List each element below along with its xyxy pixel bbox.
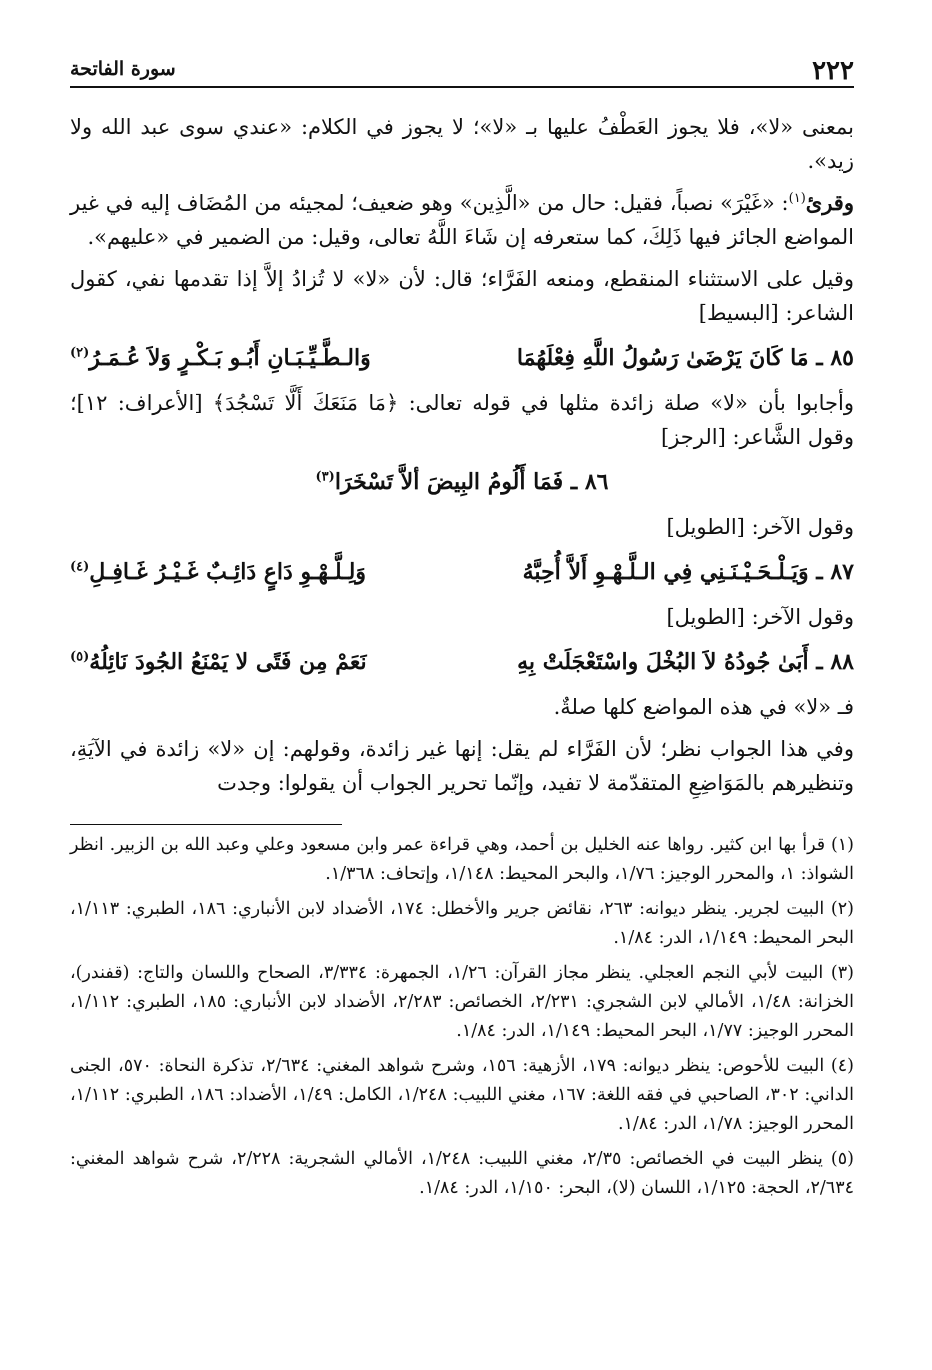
page-number: ٢٢٢ <box>812 56 854 86</box>
page-header <box>70 40 854 88</box>
paragraph-3-text: وقيل على الاستثناء المنقطع، ومنعه الفَرَّاء؛ قال: لأن «لا» لا تُزادُ إلاَّ إذا تقدمها نفي، كقول الشاعر: <box>70 267 854 325</box>
verse-88 <box>70 642 854 682</box>
footnote-2: (٢) البيت لجرير. ينظر ديوانه: ٢٦٣، نقائض جرير والأخطل: ١٧٤، الأضداد لابن الأنباري: ١٨٦، الطبري: ١/١١٣، البحر المحيط: ١/١٤٩، الدر: ١/٨٤. <box>70 899 854 948</box>
verse-85-second-hemistich <box>70 338 371 378</box>
paragraph-5 <box>70 510 854 544</box>
paragraph-6-text: وقول الآخر: <box>751 605 854 629</box>
paragraph-1: بمعنى «لا»، فلا يجوز العَطْفُ عليها بـ «لا»؛ لا يجوز في الكلام: «عندي سوى عبد الله ولا زيد». <box>70 115 854 173</box>
verse-86 <box>70 462 854 502</box>
footnote-5: (٥) ينظر البيت في الخصائص: ٢/٣٥، مغني اللبيب: ١/٢٤٨، الأمالي الشجرية: ٢/٢٢٨، شرح شواهد المغني: ٢/٦٣٤، الحجة: ١/١٢٥، اللسان (لا)، البحر: ١/١٥٠، الدر: ١/٨٤. <box>70 1149 854 1198</box>
paragraph-3 <box>70 262 854 330</box>
paragraph-5-text: وقول الآخر: <box>751 515 854 539</box>
main-text <box>70 110 854 800</box>
verse-86-text <box>316 462 609 502</box>
paragraph-4-text: وأجابوا بأن «لا» صلة زائدة مثلها في قوله تعالى: ﴿مَا مَنَعَكَ أَلَّا تَسْجُدَ﴾ [الأعراف: ١٢]؛ وقول الشَّاعر: <box>70 391 854 449</box>
meter-label: [الرجز] <box>661 425 726 449</box>
paragraph-8: وفي هذا الجواب نظر؛ لأن الفَرَّاء لم يقل: إنها غير زائدة، وقولهم: إن «لا» زائدة في الآيَةِ، وتنظيرهم بالمَوَاضِعِ المتقدّمة لا تفيد، وإنّما تحرير الجواب أن يقولوا: وجدت <box>70 737 854 795</box>
footnote-separator <box>70 824 342 825</box>
verse-85-second-text: وَالـطَّـيِّـبَـانِ أَبُـو بَـكْـرٍ وَلاَ عُـمَـرُ <box>89 345 371 371</box>
paragraph-6 <box>70 600 854 634</box>
footnote-ref-2[interactable]: (٢) <box>70 345 90 361</box>
paragraph-4 <box>70 386 854 454</box>
paragraph-7: فـ «لا» في هذه المواضع كلها صلةٌ. <box>553 695 854 719</box>
verse-87-second-text: وَلِـلَّـهْـوِ دَاعٍ دَائِـبٌ غَـيْـرُ غَـافِـلِ <box>89 559 366 585</box>
footnote-1: (١) قرأ بها ابن كثير. رواها عنه الخليل بن أحمد، وهي قراءة عمر وابن مسعود وعلي وعبد الله بن الزبير. انظر الشواذ: ١، والمحرر الوجيز: ١/٧٦، والبحر المحيط: ١/١٤٨، وإتحاف: ١/٣٦٨. <box>70 835 854 884</box>
verse-87 <box>70 552 854 592</box>
verse-88-second-text: نَعَمْ مِن فَتًى لا يَمْنَعُ الجُودَ نَائِلُهُ <box>89 649 367 675</box>
footnote-3: (٣) البيت لأبي النجم العجلي. ينظر مجاز القرآن: ١/٢٦، الجمهرة: ٣/٣٣٤، الصحاح واللسان والتاج: (قفندر)، الخزانة: ١/٤٨، الأمالي لابن الشجري: ٢/٢٣١، الخصائص: ٢/٢٨٣، الأضداد لابن الأنباري: ١٨٥، الطبري: ١/١١٢، المحرر الوجيز: ١/٧٧، البحر المحيط: ١/١٤٩، الدر: ١/٨٤. <box>70 963 854 1041</box>
verse-86-line: ٨٦ ـ فَمَا أَلُومُ البِيضَ ألاَّ تَسْخَرَا <box>334 469 609 495</box>
footnotes <box>70 831 854 1203</box>
meter-label: [الطويل] <box>666 605 745 629</box>
paragraph-2 <box>70 186 854 254</box>
footnote-4: (٤) البيت للأحوص: ينظر ديوانه: ١٧٩، الأزهية: ١٥٦، وشرح شواهد المغني: ٢/٦٣٤، تذكرة النحاة: ٥٧٠، الجنى الداني: ٣٠٢، الصاحبي في فقه اللغة: ١٦٧، مغني اللبيب: ١/٢٤٨، الكامل: ١/٤٩، الأضداد: ١٨٦، الطبري: ١/١١٢، المحرر الوجيز: ١/٧٨، الدر: ١/٨٤. <box>70 1056 855 1134</box>
verse-88-second-hemistich <box>70 642 367 682</box>
verse-85-first-hemistich: ٨٥ ـ مَا كَانَ يَرْضَىٰ رَسُولُ اللَّهِ فِعْلَهُمَا <box>516 345 854 371</box>
paragraph-2-text: : «غَيْرَ» نصباً، فقيل: حال من «الَّذِين» وهو ضعيف؛ لمجيئه من المُضَاف إليه في غير المواضع الجائز فيها ذَلِكَ، كما ستعرفه إن شَاءَ اللَّهُ تعالى، وقيل: من الضمير في «عليهم». <box>70 191 854 249</box>
verse-85 <box>70 338 854 378</box>
meter-label: [البسيط] <box>698 301 779 325</box>
paragraph-2-lead: وقرئ <box>805 190 854 215</box>
verse-87-second-hemistich <box>70 552 366 592</box>
meter-label: [الطويل] <box>666 515 745 539</box>
verse-88-first-hemistich: ٨٨ ـ أَبَىٰ جُودُهُ لاَ البُخْلَ واسْتَعْجَلَتْ بِهِ <box>517 649 854 675</box>
surah-title: سورة الفاتحة <box>70 58 176 80</box>
footnote-ref-1[interactable]: (١) <box>788 191 806 206</box>
footnote-ref-5[interactable]: (٥) <box>70 649 90 665</box>
verse-87-first-hemistich: ٨٧ ـ وَيَـلْـحَـيْـنَـنِي فِي الـلَّـهْـوِ أَلاَّ أُحِبَّهُ <box>522 559 854 585</box>
footnote-ref-3[interactable]: (٣) <box>315 469 335 485</box>
footnote-ref-4[interactable]: (٤) <box>70 559 90 575</box>
book-page <box>70 40 854 1209</box>
